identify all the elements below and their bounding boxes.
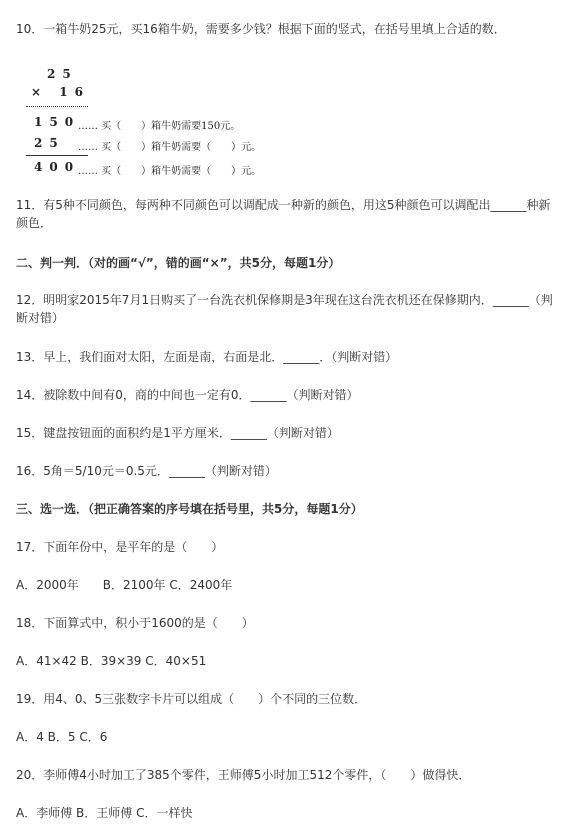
q17-text: 17．下面年份中，是平年的是（ ）	[16, 540, 224, 554]
calc-multiplicand: 25	[47, 67, 78, 81]
vertical-calculation	[26, 62, 326, 182]
q12-text: 12．明明家2015年7月1日购买了一台洗衣机保修期是3年现在这台洗衣机还在保修期内．______（判断对错）	[16, 293, 553, 325]
q18-text: 18．下面算式中，积小于1600的是（ ）	[16, 616, 254, 630]
q15-text: 15．键盘按钮面的面积约是1平方厘米．______（判断对错）	[16, 426, 339, 440]
section-3-heading: 三、选一选．（把正确答案的序号填在括号里，共5分，每题1分）	[16, 502, 363, 516]
q19-options: A．4 B．5 C．6	[16, 730, 108, 744]
q17-options: A．2000年 B．2100年 C．2400年	[16, 578, 233, 592]
calc-note-2: …… 买（ ）箱牛奶需要（ ）元。	[78, 142, 262, 153]
calc-note-3: …… 买（ ）箱牛奶需要（ ）元。	[78, 166, 262, 177]
calc-product: 400	[34, 160, 81, 174]
calc-multiplier: × 16	[31, 85, 90, 99]
calc-note-1: …… 买（ ）箱牛奶需要150元。	[78, 121, 241, 132]
q18-options: A．41×42 B．39×39 C．40×51	[16, 654, 207, 668]
section-2-heading: 二、判一判．（对的画“√”，错的画“×”，共5分，每题1分）	[16, 256, 341, 270]
calc-partial-product-2: 25	[34, 136, 65, 150]
q14-text: 14．被除数中间有0，商的中间也一定有0．______（判断对错）	[16, 388, 359, 402]
q20-options: A．李师傅 B．王师傅 C．一样快	[16, 806, 193, 820]
q10-text: 10．一箱牛奶25元，买16箱牛奶，需要多少钱？根据下面的竖式，在括号里填上合适的数．	[16, 22, 506, 36]
q16-text: 16．5角＝5/10元＝0.5元．______（判断对错）	[16, 464, 277, 478]
q11-text: 11．有5种不同颜色，每两种不同颜色可以调配成一种新的颜色，用这5种颜色可以调配出______种新颜色．	[16, 198, 551, 230]
calc-partial-product-1: 150	[34, 115, 81, 129]
calc-divider-solid	[26, 155, 88, 156]
q20-text: 20．李师傅4小时加工了385个零件，王师傅5小时加工512个零件，（ ）做得快．	[16, 768, 471, 782]
q19-text: 19．用4、0、5三张数字卡片可以组成（ ）个不同的三位数．	[16, 692, 367, 706]
calc-divider-dotted	[26, 106, 88, 107]
q13-text: 13．早上，我们面对太阳，左面是南，右面是北．______．（判断对错）	[16, 350, 398, 364]
